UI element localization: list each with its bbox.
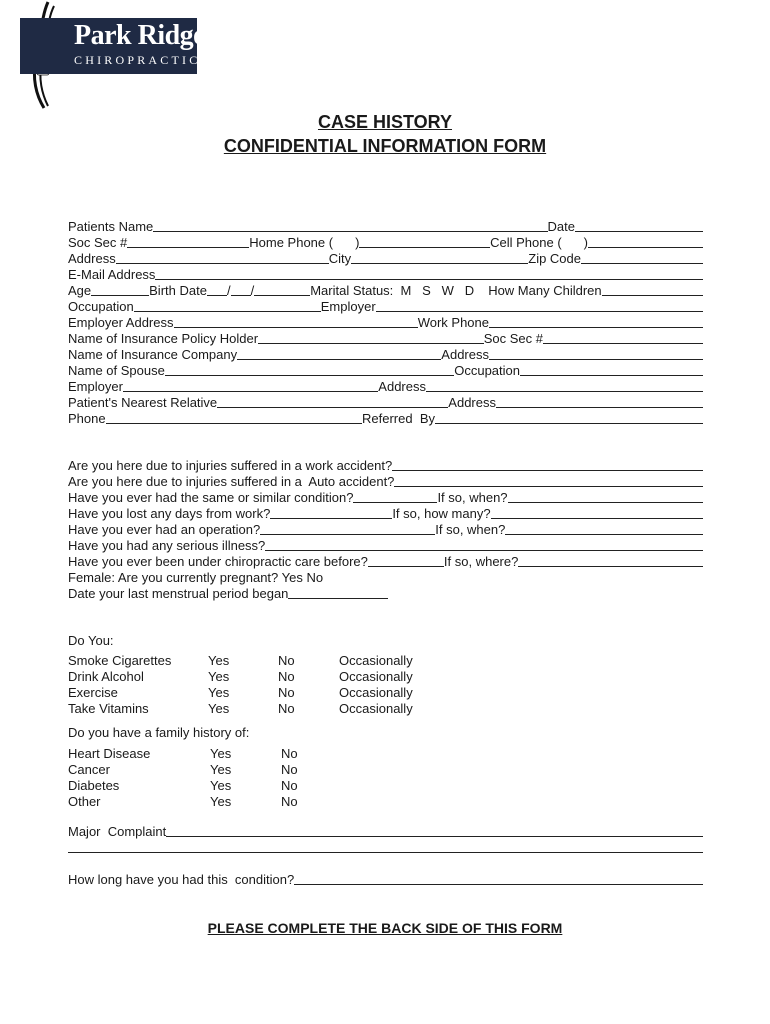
date-field[interactable]	[575, 219, 703, 232]
work-phone-field[interactable]	[489, 315, 703, 328]
relative-address-label: Address	[448, 395, 496, 410]
employer-address-label: Employer Address	[68, 315, 174, 330]
relative-address-field[interactable]	[496, 395, 703, 408]
work-accident-row	[68, 458, 703, 474]
patient-name-row	[68, 219, 703, 235]
family-yes-option[interactable]: Yes	[210, 794, 232, 809]
operation-row	[68, 522, 703, 538]
menstrual-field[interactable]	[288, 586, 388, 599]
how-many-label: If so, how many?	[392, 506, 491, 521]
lost-days-row	[68, 506, 703, 522]
home-phone-field[interactable]	[359, 235, 490, 248]
major-complaint-continued-field[interactable]	[68, 840, 703, 853]
cell-phone-label: Cell Phone (	[490, 235, 562, 250]
lost-days-label: Have you lost any days from work?	[68, 506, 271, 521]
habit-label: Exercise	[68, 685, 118, 700]
habits-heading: Do You:	[68, 633, 114, 648]
age-row	[68, 283, 703, 299]
major-complaint-label: Major Complaint	[68, 824, 167, 839]
policy-holder-field[interactable]	[258, 331, 484, 344]
work-accident-label: Are you here due to injuries suffered in a work accident?	[68, 458, 393, 473]
chiro-where-field[interactable]	[518, 554, 703, 567]
habit-no-option[interactable]: No	[278, 653, 295, 668]
similar-condition-row	[68, 490, 703, 506]
major-complaint-row	[68, 824, 703, 840]
chiro-where-label: If so, where?	[443, 554, 519, 569]
spouse-occupation-label: Occupation	[454, 363, 520, 378]
similar-condition-field[interactable]	[353, 490, 437, 503]
habit-label: Drink Alcohol	[68, 669, 144, 684]
family-yes-option[interactable]: Yes	[210, 746, 232, 761]
address-row	[68, 251, 703, 267]
work-accident-field[interactable]	[392, 458, 703, 471]
referred-by-field[interactable]	[435, 411, 703, 424]
close-paren: )	[583, 235, 588, 250]
how-long-label: How long have you had this condition?	[68, 872, 295, 887]
birth-year-field[interactable]	[254, 283, 310, 296]
habit-label: Smoke Cigarettes	[68, 653, 172, 668]
employer-label: Employer	[320, 299, 376, 314]
lost-days-field[interactable]	[270, 506, 392, 519]
patient-name-label: Patients Name	[68, 219, 154, 234]
age-label: Age	[68, 283, 92, 298]
insurance-company-row	[68, 347, 703, 363]
policy-holder-label: Name of Insurance Policy Holder	[68, 331, 259, 346]
ssn-field[interactable]	[127, 235, 249, 248]
city-field[interactable]	[351, 251, 528, 264]
chiro-before-field[interactable]	[368, 554, 444, 567]
phone-label: Phone	[68, 411, 106, 426]
family-no-option[interactable]: No	[281, 778, 298, 793]
auto-accident-field[interactable]	[394, 474, 703, 487]
habit-label: Take Vitamins	[68, 701, 149, 716]
home-phone-label: Home Phone (	[249, 235, 334, 250]
operation-when-label: If so, when?	[435, 522, 506, 537]
family-condition-label: Diabetes	[68, 778, 120, 793]
how-long-row	[68, 872, 703, 888]
employer-address-row	[68, 315, 703, 331]
habit-yes-option[interactable]: Yes	[208, 653, 230, 668]
employer-field[interactable]	[376, 299, 703, 312]
habit-yes-option[interactable]: Yes	[208, 701, 230, 716]
spouse-employer-row	[68, 379, 703, 395]
family-condition-label: Cancer	[68, 762, 110, 777]
chiro-before-label: Have you ever been under chiropractic care before?	[68, 554, 368, 569]
city-label: City	[328, 251, 352, 266]
family-no-option[interactable]: No	[281, 794, 298, 809]
employer-address-field[interactable]	[174, 315, 418, 328]
home-area-code-field[interactable]	[333, 235, 355, 247]
habit-occasionally-option[interactable]: Occasionally	[339, 669, 413, 684]
habit-occasionally-option[interactable]: Occasionally	[339, 701, 413, 716]
major-complaint-continued-row	[68, 840, 703, 856]
phone-referred-row	[68, 411, 703, 427]
illness-label: Have you had any serious illness?	[68, 538, 266, 553]
marital-status-label: Marital Status: M S W D	[310, 283, 475, 298]
habit-occasionally-option[interactable]: Occasionally	[339, 653, 413, 668]
email-label: E-Mail Address	[68, 267, 156, 282]
occupation-field[interactable]	[134, 299, 321, 312]
menstrual-row	[68, 586, 388, 602]
auto-accident-row	[68, 474, 703, 490]
address-field[interactable]	[116, 251, 329, 264]
relative-row	[68, 395, 703, 411]
family-condition-label: Other	[68, 794, 101, 809]
birth-day-field[interactable]	[231, 283, 251, 296]
cell-phone-field[interactable]	[588, 235, 703, 248]
cell-area-code-field[interactable]	[562, 235, 584, 247]
habit-no-option[interactable]: No	[278, 669, 295, 684]
auto-accident-label: Are you here due to injuries suffered in a Auto accident?	[68, 474, 395, 489]
work-phone-label: Work Phone	[417, 315, 489, 330]
similar-when-field[interactable]	[508, 490, 703, 503]
patient-name-field[interactable]	[153, 219, 547, 232]
chiro-before-row	[68, 554, 703, 570]
date-label: Date	[547, 219, 575, 234]
spouse-occupation-field[interactable]	[520, 363, 703, 376]
menstrual-label: Date your last menstrual period began	[68, 586, 289, 601]
family-no-option[interactable]: No	[281, 762, 298, 777]
insurance-address-label: Address	[441, 347, 489, 362]
habit-yes-option[interactable]: Yes	[208, 685, 230, 700]
spouse-employer-address-field[interactable]	[426, 379, 703, 392]
children-field[interactable]	[602, 283, 703, 296]
referred-by-label: Referred By	[362, 411, 435, 426]
spacer	[474, 283, 488, 295]
operation-when-field[interactable]	[505, 522, 703, 535]
email-row	[68, 267, 703, 283]
similar-when-label: If so, when?	[437, 490, 508, 505]
relative-field[interactable]	[217, 395, 448, 408]
spouse-employer-address-label: Address	[378, 379, 426, 394]
illness-row	[68, 538, 703, 554]
insurance-company-label: Name of Insurance Company	[68, 347, 238, 362]
family-yes-option[interactable]: Yes	[210, 778, 232, 793]
email-field[interactable]	[155, 267, 703, 280]
spouse-field[interactable]	[165, 363, 454, 376]
occupation-row	[68, 299, 703, 315]
spouse-employer-field[interactable]	[123, 379, 378, 392]
phone-row	[68, 235, 703, 251]
family-no-option[interactable]: No	[281, 746, 298, 761]
policy-holder-row	[68, 331, 703, 347]
insurance-company-field[interactable]	[237, 347, 441, 360]
how-long-field[interactable]	[294, 872, 703, 885]
slash: /	[250, 283, 255, 298]
how-many-field[interactable]	[491, 506, 703, 519]
birth-date-label: Birth Date	[149, 283, 207, 298]
operation-label: Have you ever had an operation?	[68, 522, 261, 537]
habit-no-option[interactable]: No	[278, 701, 295, 716]
similar-condition-label: Have you ever had the same or similar condition?	[68, 490, 354, 505]
spouse-row	[68, 363, 703, 379]
policy-ssn-field[interactable]	[543, 331, 703, 344]
birth-month-field[interactable]	[207, 283, 227, 296]
children-label: How Many Children	[488, 283, 602, 298]
illness-field[interactable]	[265, 538, 703, 551]
habit-yes-option[interactable]: Yes	[208, 669, 230, 684]
zip-label: Zip Code	[528, 251, 581, 266]
family-yes-option[interactable]: Yes	[210, 762, 232, 777]
logo-subtitle: CHIROPRACTIC	[74, 53, 201, 67]
pregnant-question: Female: Are you currently pregnant? Yes No	[68, 570, 324, 585]
spouse-label: Name of Spouse	[68, 363, 165, 378]
address-label: Address	[68, 251, 116, 266]
logo-name: Park Ridge	[74, 20, 206, 51]
back-side-notice: PLEASE COMPLETE THE BACK SIDE OF THIS FORM	[207, 920, 563, 936]
relative-label: Patient's Nearest Relative	[68, 395, 218, 410]
age-field[interactable]	[91, 283, 149, 296]
zip-field[interactable]	[581, 251, 703, 264]
operation-field[interactable]	[260, 522, 435, 535]
major-complaint-field[interactable]	[166, 824, 703, 837]
ssn-label: Soc Sec #	[68, 235, 128, 250]
habit-no-option[interactable]: No	[278, 685, 295, 700]
habit-occasionally-option[interactable]: Occasionally	[339, 685, 413, 700]
occupation-label: Occupation	[68, 299, 134, 314]
form-title: CASE HISTORY	[317, 112, 453, 132]
policy-ssn-label: Soc Sec #	[483, 331, 543, 346]
close-paren: )	[355, 235, 360, 250]
slash: /	[226, 283, 231, 298]
family-condition-label: Heart Disease	[68, 746, 151, 761]
phone-field[interactable]	[106, 411, 362, 424]
form-subtitle: CONFIDENTIAL INFORMATION FORM	[223, 136, 547, 156]
family-heading: Do you have a family history of:	[68, 725, 250, 740]
insurance-address-field[interactable]	[489, 347, 703, 360]
spouse-employer-label: Employer	[68, 379, 123, 394]
